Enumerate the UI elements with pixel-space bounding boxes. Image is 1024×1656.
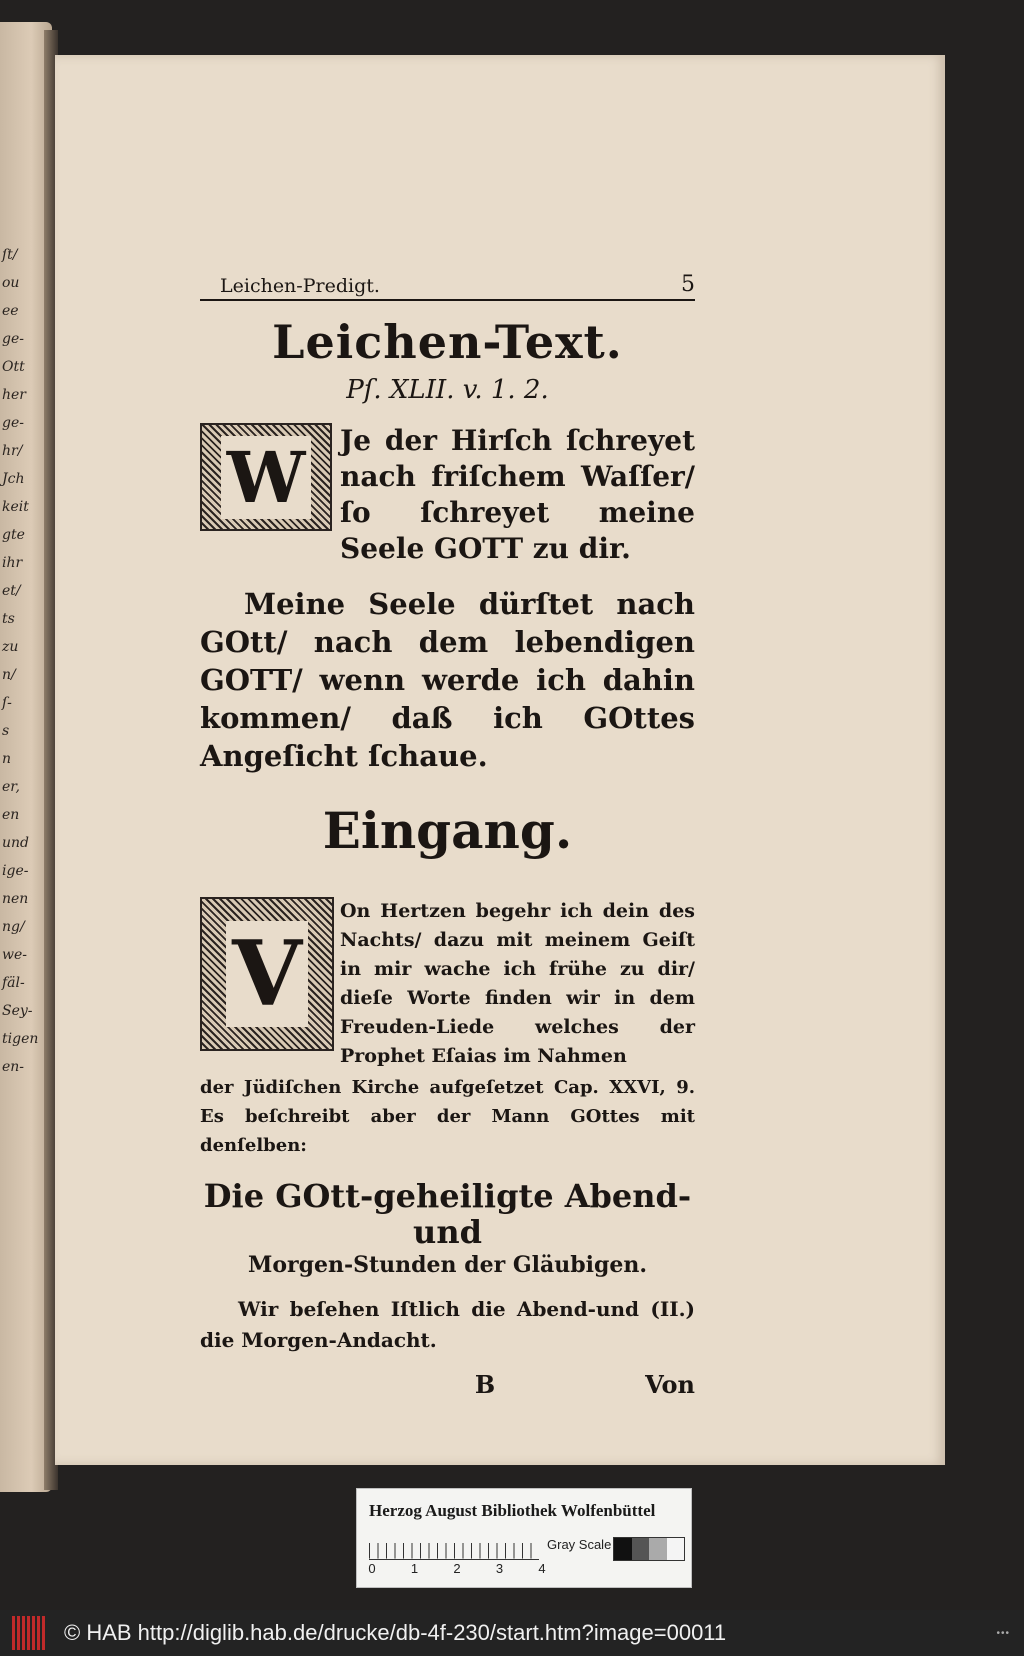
left-page-fragment: ihr <box>2 555 23 571</box>
ruler-label: 3 <box>495 1561 504 1576</box>
left-page-fragment: en <box>2 807 20 823</box>
gray-swatch <box>649 1538 667 1560</box>
ruler-label: 1 <box>410 1561 419 1576</box>
ruler-label: 4 <box>538 1561 546 1576</box>
left-page-fragment: Ott <box>2 359 25 375</box>
left-page-fragment: et/ <box>2 583 21 599</box>
catchword: Von <box>645 1370 695 1399</box>
source-credit: © HAB http://diglib.hab.de/drucke/db-4f-230/start.htm?image=00011 <box>64 1620 727 1645</box>
verse-one-text: Je der Hirſch ſchreyet nach friſchem Waſſer/ ſo ſchreyet meine Seele GOTT zu dir. <box>340 424 695 565</box>
left-page-fragment: s <box>2 723 10 739</box>
gray-swatch <box>667 1538 685 1560</box>
running-head-title: Leichen-Predigt. <box>220 275 380 297</box>
left-page-fragment: tigen <box>2 1031 39 1047</box>
ornamental-initial: V <box>200 897 334 1051</box>
left-page-fragment: zu <box>2 639 19 655</box>
left-page-fragment: ge- <box>2 331 24 347</box>
section-title: Die GOtt-geheiligte Abend-und <box>203 1177 692 1251</box>
left-page-fragment: ge- <box>2 415 24 431</box>
intro-continuation: der Jüdiſchen Kirche aufgeſetzet Cap. XXVI, 9. Es beſchreibt aber der Mann GOttes mit denſelben: <box>200 1077 695 1156</box>
left-page-fragment: ou <box>2 275 20 291</box>
book-page <box>55 55 945 1465</box>
left-page-fragment: hr/ <box>2 443 23 459</box>
left-page-fragment: und <box>2 835 29 851</box>
left-page-fragment: keit <box>2 499 29 515</box>
left-page-fragment: en- <box>2 1059 25 1075</box>
left-page-fragment: ee <box>2 303 19 319</box>
signature-mark: B <box>474 1370 496 1399</box>
hab-logo-icon[interactable] <box>12 1616 46 1650</box>
intro-heading: Eingang. <box>322 801 573 860</box>
left-page-fragment: n/ <box>2 667 16 683</box>
page-number: 5 <box>681 272 695 297</box>
left-page-fragment: ſ- <box>2 695 12 711</box>
left-page-fragment: Jch <box>2 471 25 487</box>
left-page-fragment: ng/ <box>2 919 25 935</box>
scale-ruler <box>369 1533 539 1560</box>
left-page-fragment: Sey- <box>2 1003 33 1019</box>
library-name: Herzog August Bibliothek Wolfenbüttel <box>369 1501 656 1520</box>
verse-one <box>200 423 695 567</box>
ruler-labels <box>367 1561 547 1576</box>
left-page-fragment: nen <box>2 891 29 907</box>
section-subtitle: Morgen-Stunden der Gläubigen. <box>248 1252 647 1278</box>
left-page-fragment: gte <box>2 527 25 543</box>
intro-paragraph <box>200 897 695 1071</box>
left-page-fragment: her <box>2 387 26 403</box>
library-color-card <box>356 1488 692 1588</box>
left-page-fragment: n <box>2 751 12 767</box>
catchword-line <box>200 1370 695 1399</box>
ruler-label: 0 <box>368 1561 376 1576</box>
ruler-label: 2 <box>453 1561 461 1576</box>
page-text-block <box>200 265 695 1399</box>
verse-two: Meine Seele dürſtet nach GOtt/ nach dem lebendigen GOTT/ wenn werde ich dahin kommen/ daß ich GOttes Angeſicht ſchaue. <box>200 587 695 773</box>
left-page-fragment: ſt/ <box>2 247 18 263</box>
parts-text: Wir beſehen Iſtlich die Abend-und (II.) die Morgen-Andacht. <box>200 1297 695 1352</box>
left-page-fragment: ts <box>2 611 15 627</box>
gray-swatch <box>632 1538 650 1560</box>
viewer-footer <box>0 1610 1024 1656</box>
left-page-fragment: we- <box>2 947 27 963</box>
left-page-fragment: ige- <box>2 863 29 879</box>
text-heading: Leichen-Text. <box>272 315 623 369</box>
intro-text: On Hertzen begehr ich dein des Nachts/ dazu mit meinem Geiſt in mir wache ich frühe zu dir/ dieſe Worte finden wir in dem Freuden-Liede welches der Prophet Eſaias im Nahmen <box>340 900 695 1067</box>
left-page-fragment: er, <box>2 779 20 795</box>
psalm-reference: Pſ. XLII. v. 1. 2. <box>346 375 549 405</box>
ornamental-initial: W <box>200 423 332 531</box>
gray-swatch <box>614 1538 632 1560</box>
left-page-fragment: fäl- <box>2 975 25 991</box>
running-head <box>200 265 695 301</box>
gray-scale-label: Gray Scale <box>547 1537 612 1552</box>
gray-scale-swatches <box>613 1537 685 1561</box>
more-options-icon[interactable]: ••• <box>996 1627 1010 1639</box>
